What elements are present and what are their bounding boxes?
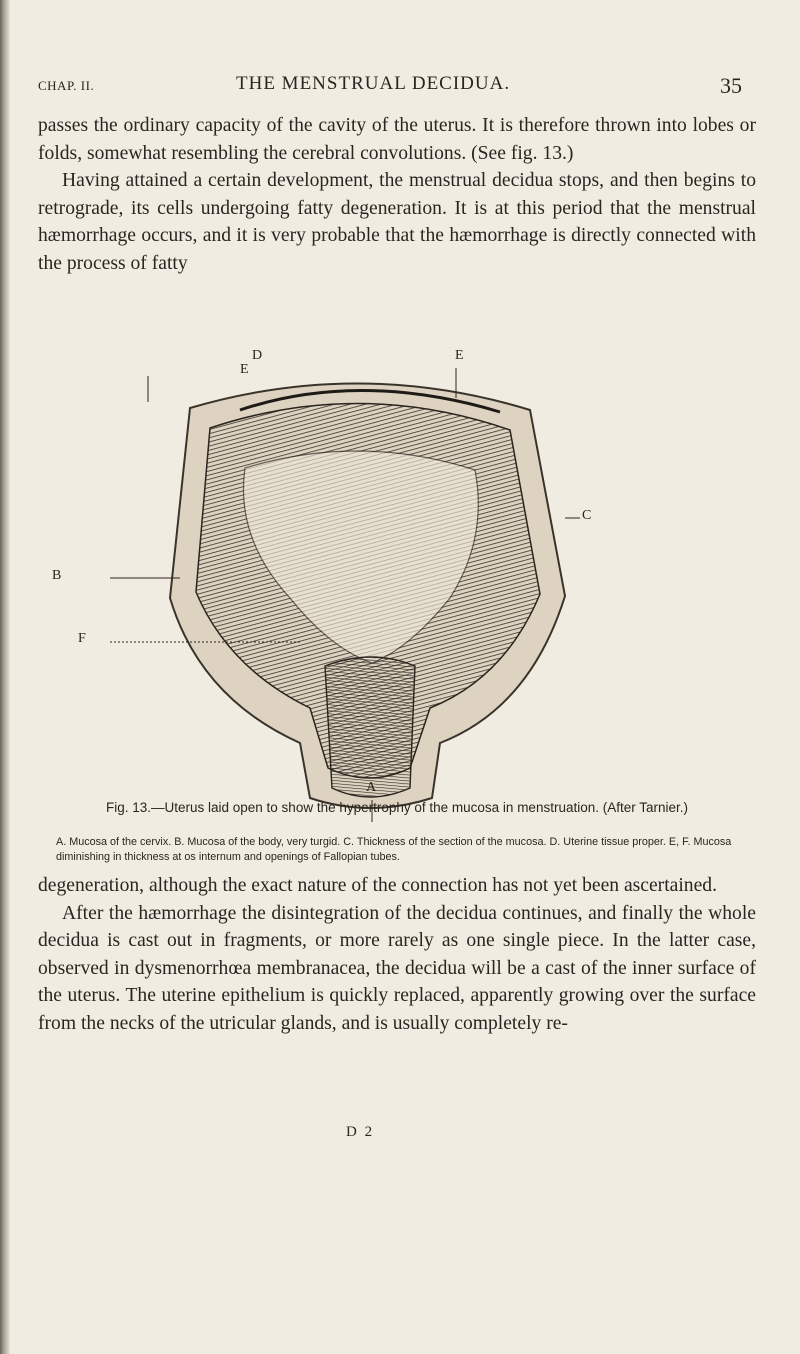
label-b: B (52, 568, 62, 583)
running-header (38, 73, 742, 99)
label-f: F (78, 631, 86, 646)
label-d: D (252, 348, 263, 363)
body-text-bottom (38, 872, 756, 1038)
body-text-top (38, 112, 756, 278)
label-a: A (366, 780, 377, 795)
paragraph: After the hæmorrhage the disintegration of the decidua continues, and finally the whole decidua is cast out in fragments, or more rarely as one single piece. In the latter case, observed in dysmenorrhœa membranacea, the decidua will be a cast of the inner surface of the uterus. The uterine epithelium is quickly replaced, apparently growing over the surface from the necks of the utricular glands, and is usually completely re- (38, 902, 756, 1034)
uterus-engraving (110, 348, 610, 826)
label-c: C (582, 508, 592, 523)
signature-mark: D 2 (346, 1124, 375, 1140)
header-title: THE MENSTRUAL DECIDUA. (236, 73, 511, 94)
page-binding-edge (0, 0, 10, 1354)
header-chapter: CHAP. II. (38, 78, 95, 93)
label-e-left: E (240, 362, 249, 377)
label-e-right: E (455, 348, 464, 363)
figure-legend: A. Mucosa of the cervix. B. Mucosa of the body, very turgid. C. Thickness of the section of the mucosa. D. Uterine tissue proper. E, F. Mucosa diminishing in thickness at os internum and openings of Fallopian tubes. (56, 836, 732, 863)
figure-caption: Fig. 13.—Uterus laid open to show the hypertrophy of the mucosa in menstruation. (After Tarnier.) (105, 800, 689, 815)
figure-uterus-illustration (52, 348, 610, 826)
paragraph: passes the ordinary capacity of the cavity of the uterus. It is therefore thrown into lobes or folds, somewhat resembling the cerebral convolutions. (See fig. 13.) (38, 115, 756, 164)
page-number: 35 (720, 73, 742, 98)
paragraph: Having attained a certain development, the menstrual decidua stops, and then begins to retrograde, its cells undergoing fatty degeneration. It is at this period that the menstrual hæmorrhage occurs, and it is very probable that the hæmorrhage is directly connected with the process of fatty (38, 170, 756, 274)
mucosa-cervix (325, 657, 415, 797)
paragraph: degeneration, although the exact nature of the connection has not yet been ascertained. (38, 875, 717, 896)
